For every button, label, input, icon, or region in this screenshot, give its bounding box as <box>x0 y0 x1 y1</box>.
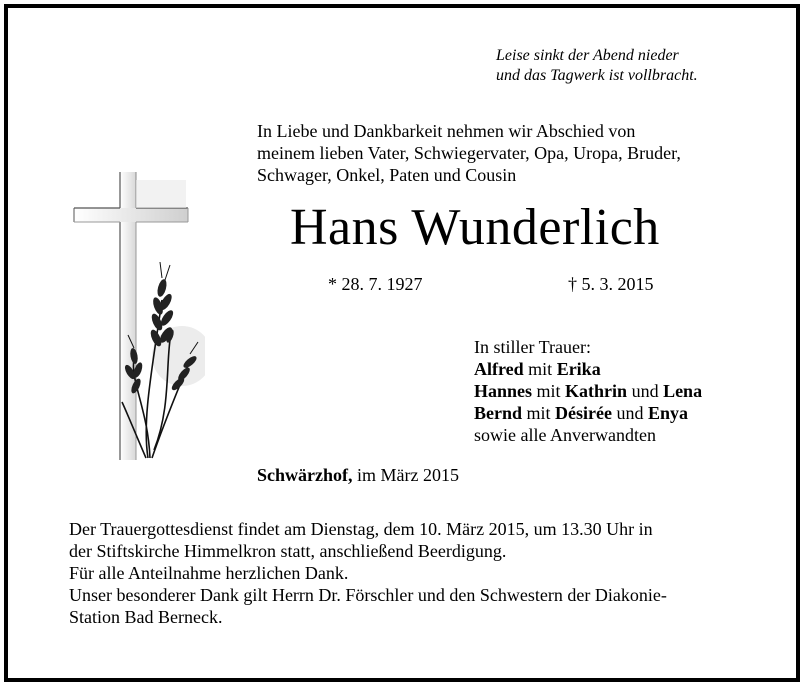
cross-wheat-artwork <box>70 170 205 475</box>
deceased-name: Hans Wunderlich <box>290 199 660 256</box>
place-date <box>257 465 459 486</box>
mourners-block <box>474 336 702 446</box>
mourner-connector: mit <box>522 403 556 423</box>
intro-line-2: meinem lieben Vater, Schwiegervater, Opa, Uropa, Bruder, <box>257 143 681 163</box>
intro-line-1: In Liebe und Dankbarkeit nehmen wir Abschied von <box>257 121 636 141</box>
mourner-connector: und <box>612 403 648 423</box>
place-month: im März 2015 <box>352 465 459 485</box>
mourner-name: Désirée <box>555 403 612 423</box>
service-line-3: Für alle Anteilnahme herzlichen Dank. <box>69 563 349 583</box>
intro-line-3: Schwager, Onkel, Paten und Cousin <box>257 165 517 185</box>
mourner-name: Enya <box>648 403 689 423</box>
mourner-name: Kathrin <box>565 381 628 401</box>
mourner-connector: und <box>627 381 664 401</box>
mourner-row <box>474 402 702 424</box>
mourner-name: Lena <box>663 381 703 401</box>
mourner-name: Hannes <box>474 381 533 401</box>
mourner-name: Erika <box>556 359 601 379</box>
mourners-heading: In stiller Trauer: <box>474 337 591 357</box>
mourners-closing: sowie alle Anverwandten <box>474 425 656 445</box>
intro-text <box>257 120 681 186</box>
place-location: Schwärzhof, <box>257 465 353 485</box>
mourner-row <box>474 380 702 402</box>
wheat-icon <box>70 170 205 470</box>
service-line-5: Station Bad Berneck. <box>69 607 223 627</box>
death-date: † 5. 3. 2015 <box>568 274 654 294</box>
service-line-1: Der Trauergottesdienst findet am Dienstag, dem 10. März 2015, um 13.30 Uhr in <box>69 519 653 539</box>
poem-verse <box>496 46 698 86</box>
mourner-name: Bernd <box>474 403 523 423</box>
mourner-connector: mit <box>523 359 557 379</box>
birth-date: * 28. 7. 1927 <box>328 274 423 294</box>
service-line-2: der Stiftskirche Himmelkron statt, anschließend Beerdigung. <box>69 541 507 561</box>
poem-line-1: Leise sinkt der Abend nieder <box>496 47 679 64</box>
poem-line-2: und das Tagwerk ist vollbracht. <box>496 67 698 84</box>
mourner-name: Alfred <box>474 359 524 379</box>
service-line-4: Unser besonderer Dank gilt Herrn Dr. Förschler und den Schwestern der Diakonie- <box>69 585 667 605</box>
mourner-row <box>474 358 702 380</box>
service-text <box>69 518 667 628</box>
mourner-connector: mit <box>532 381 566 401</box>
